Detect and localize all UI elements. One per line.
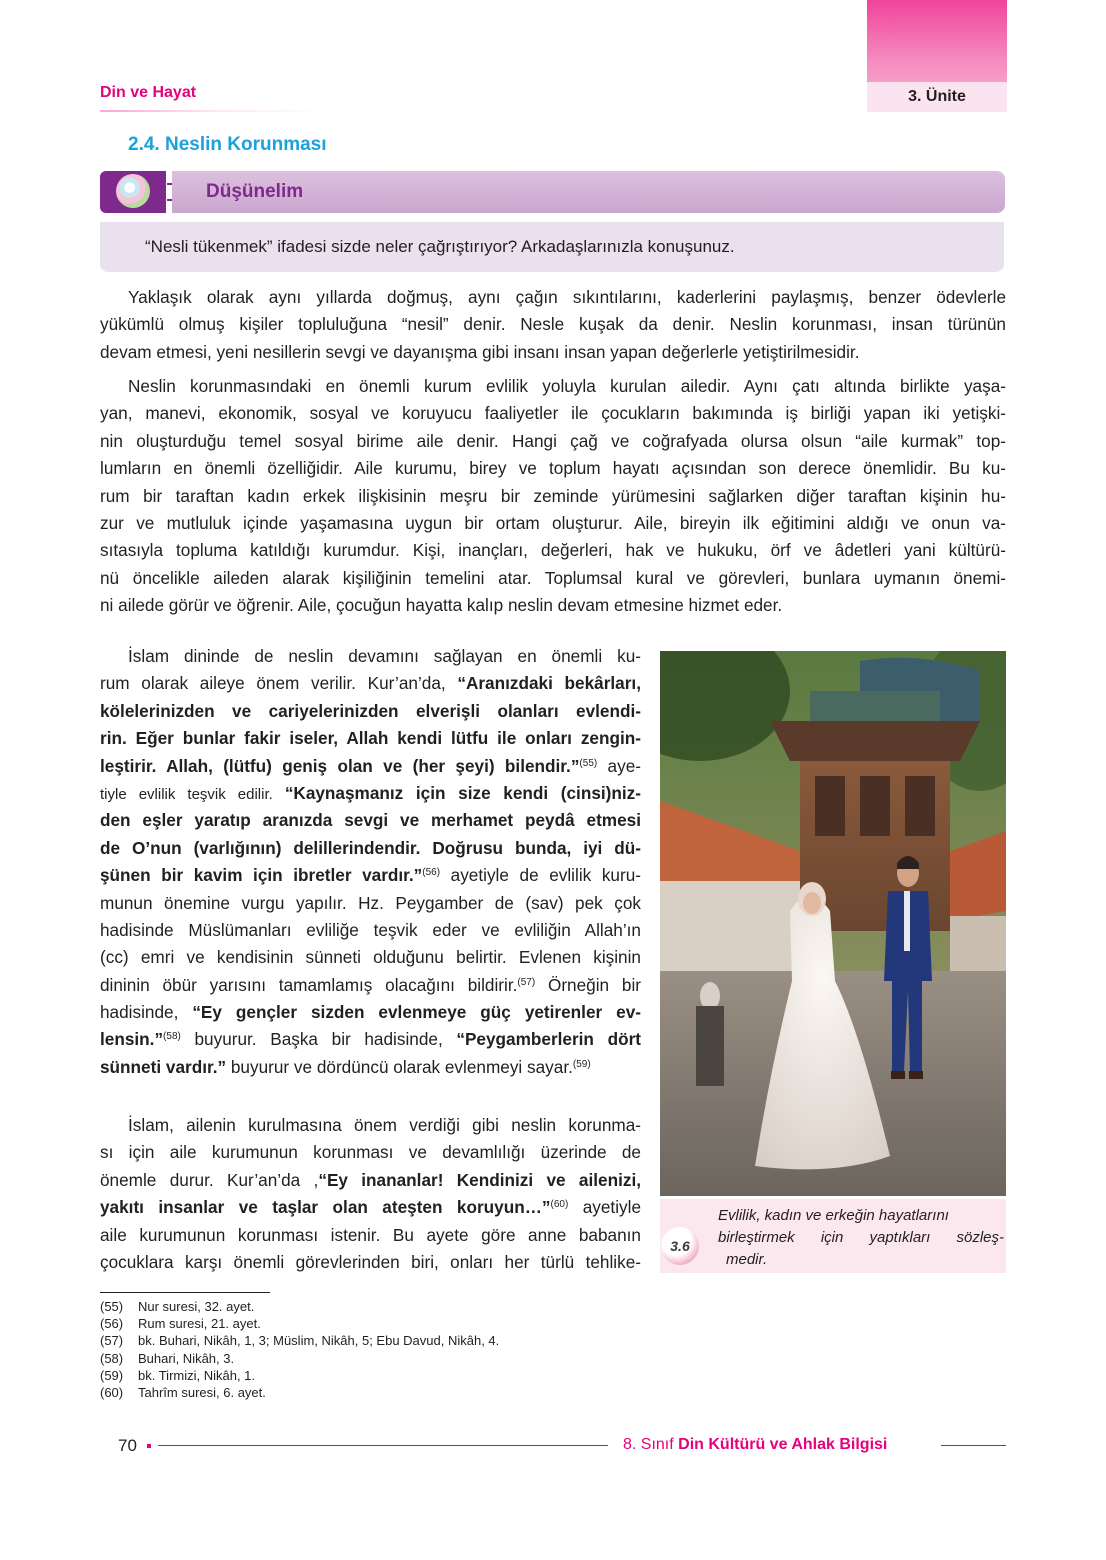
caption-line: Evlilik, kadın ve erkeğin hayatlarını [718,1207,949,1224]
text-line: ni ailede görür ve öğrenir. Aile, çocuğun hayatta kalıp neslin devam etmesine hizmet eder. [100,595,783,616]
think-label-bar [172,171,1005,213]
text-line: İslam dininde de neslin devamını sağlayan en önemli ku- [128,646,641,666]
text-line: devam etmesi, yeni nesillerin sevgi ve dayanışma gibi insanı insan yapan değerlerle yetiştirilmesidir. [100,341,860,362]
text-line: şünen bir kavim için ibretler vardır.”$^{(56)}$ ayetiyle de evlilik kuru- [100,865,641,886]
text-line: tiyle evlilik teşvik edilir. “Kaynaşmanız için size kendi (cinsi)niz- [100,782,641,803]
header-underline [100,110,325,112]
footer-rule-right [941,1445,1006,1446]
footnote: (60) Tahrîm suresi, 6. ayet. [100,1385,266,1401]
text-line: Neslin korunmasındaki en önemli kurum evlilik yoluyla kurulan ailedir. Aynı çatı altında birlikte yaşa- [128,376,1006,396]
text-line: de O’nun (varlığının) delillerindendir. Doğrusu bunda, iyi dü- [100,837,641,858]
text-line: yükümlü olmuş kişiler topluluğuna “nesil” denir. Nesle kuşak da denir. Neslin korunması, insan türünün [100,314,1006,335]
text-line: Yaklaşık olarak aynı yıllarda doğmuş, aynı çağın sıkıntılarını, kaderlerini paylaşmış, benzer ödevlerle [128,287,1006,307]
section-title: 2.4. Neslin Korunması [128,134,327,155]
text-line: munun önemine vurgu yapılır. Hz. Peygamber de (sav) pek çok [100,892,641,913]
paragraph-4 [100,1112,641,1276]
text-line: sıtasıyla topluma katıldığı kurumdur. Kişi, inançları, değerleri, hak ve hukuku, örf ve âdetleri yani kültürü- [100,540,1006,561]
footnote-ref: (58) [163,1031,181,1043]
think-icon-container [100,171,166,213]
wedding-couple-photo [660,651,1006,1196]
text-line: rum bir taraftan kadın erkek ilişkisinin meşru bir zeminde yürümesini sağlarken diğer taraftan kişinin hu- [100,485,1006,506]
text-line: rin. Eğer bunlar fakir iseler, Allah kendi lütfu ile onları zengin- [100,728,641,749]
footnote-ref: (60) [550,1199,569,1211]
page-number: 70 [118,1436,137,1455]
paragraph-3 [100,643,641,1081]
text-line: lensin.”$^{(58)}$ buyurur. Başka bir hadisinde, “Peygamberlerin dört [100,1029,641,1050]
figure-number-badge: 3.6 [661,1227,699,1265]
footnote-ref: (55) [579,757,598,769]
think-question: “Nesli tükenmek” ifadesi sizde neler çağrıştırıyor? Arkadaşlarınızla konuşunuz. [145,237,735,256]
text-line: yan, manevi, ekonomik, sosyal ve koruyucu faaliyetler ile çocukların bakımında iş birliği yapan iki yetişki- [100,403,1006,424]
footer-subject: Din Kültürü ve Ahlak Bilgisi [678,1436,888,1453]
text-line: nü öncelikle aileden alarak kişiliğinin temelini atar. Toplumsal kural ve görevleri, bunlara uymanın önemi- [100,567,1006,588]
text-line: den eşler yaratıp aranızda sevgi ve merhamet peydâ etmesi [100,810,641,831]
text-line: aile kurumunun korunması istenir. Bu ayete göre anne babanın [100,1224,641,1245]
footnote-ref: (56) [422,867,441,879]
footnote: (57) bk. Buhari, Nikâh, 1, 3; Müslim, Nikâh, 5; Ebu Davud, Nikâh, 4. [100,1333,500,1349]
figure-caption [718,1205,1004,1271]
footnote: (56) Rum suresi, 21. ayet. [100,1316,261,1332]
photo-illustration [660,651,1006,1196]
footnote: (59) bk. Tirmizi, Nikâh, 1. [100,1367,256,1383]
text-line: dininin öbür yarısını tamamlamış olacağını bildirir.$^{(57)}$ Örneğin bir [100,974,641,995]
footnote-ref: (57) [517,976,536,988]
text-line: kölelerinizden ve cariyelerinizden elverişli olanları evlendi- [100,700,641,721]
text-line: önemle durur. Kur’an’da ,“Ey inananlar! Kendinizi ve ailenizi, [100,1169,641,1190]
footnote: (58) Buhari, Nikâh, 3. [100,1350,235,1366]
think-question-box [100,222,1004,272]
text-line: yakıtı insanlar ve taşlar olan ateşten koruyun…”$^{(60)}$ ayetiyle [100,1197,641,1218]
running-header-title: Din ve Hayat [100,84,197,101]
footer-book-title [623,1436,887,1454]
text-line: lumların en önemli özelliğidir. Aile kurumu, birey ve toplum hayatı açısından son derece önemlidir. Bu ku- [100,458,1006,479]
think-box-header [100,171,1005,213]
paragraph-2 [100,373,1006,620]
paragraph-1 [100,284,1006,366]
text-line: (cc) emri ve kendisinin sünneti olduğunu belirtir. Evlenen kişinin [100,947,641,968]
text-line: rum olarak aileye önem verilir. Kur’an’da, “Aranızdaki bekârları, [100,673,641,694]
footnotes [100,1298,499,1401]
footnote-ref: (59) [572,1058,591,1070]
text-line: hadisinde, “Ey gençler sizden evlenmeye güç yetirenler ev- [100,1002,641,1023]
caption-line: birleştirmek için yaptıkları sözleş- [718,1229,1004,1246]
footer-grade: 8. Sınıf [623,1436,679,1453]
footer-dot [147,1444,151,1448]
text-line: nin oluşturduğu temel sosyal birime aile denir. Hangi çağ ve coğrafyada olursa olsun “aile kurmak” top- [100,430,1006,451]
text-line: hadisinde Müslümanları evliliğe teşvik eder ve evliliğin Allah’ın [100,919,641,940]
footer-rule-left [158,1445,608,1446]
text-line: leştirir. Allah, (lütfu) geniş olan ve (her şeyi) bilendir.”$^{(55)}$ aye- [100,755,641,776]
unit-label: 3. Ünite [867,82,1007,112]
text-line: İslam, ailenin kurulmasına önem verdiği gibi neslin korunma- [128,1115,641,1135]
unit-tab [867,0,1007,112]
think-label: Düşünelim [206,181,304,202]
text-line: çocuklara karşı önemli görevlerinden biri, onları her türlü tehlike- [100,1251,641,1272]
brain-icon [116,174,150,208]
caption-line: medir. [726,1251,768,1268]
text-line: sı için aile kurumunun korunması ve devamlılığı üzerinde de [100,1142,641,1163]
text-line: zur ve mutluluk içinde yaşamasına uygun bir ortam oluşturur. Aile, bireyin ilk eğitimini aldığı ve onun va- [100,512,1006,533]
footnote: (55) Nur suresi, 32. ayet. [100,1299,255,1314]
footnote-divider [100,1292,270,1293]
text-line: sünneti vardır.” buyurur ve dördüncü olarak evlenmeyi sayar.$^{(59)}$ [100,1056,591,1077]
